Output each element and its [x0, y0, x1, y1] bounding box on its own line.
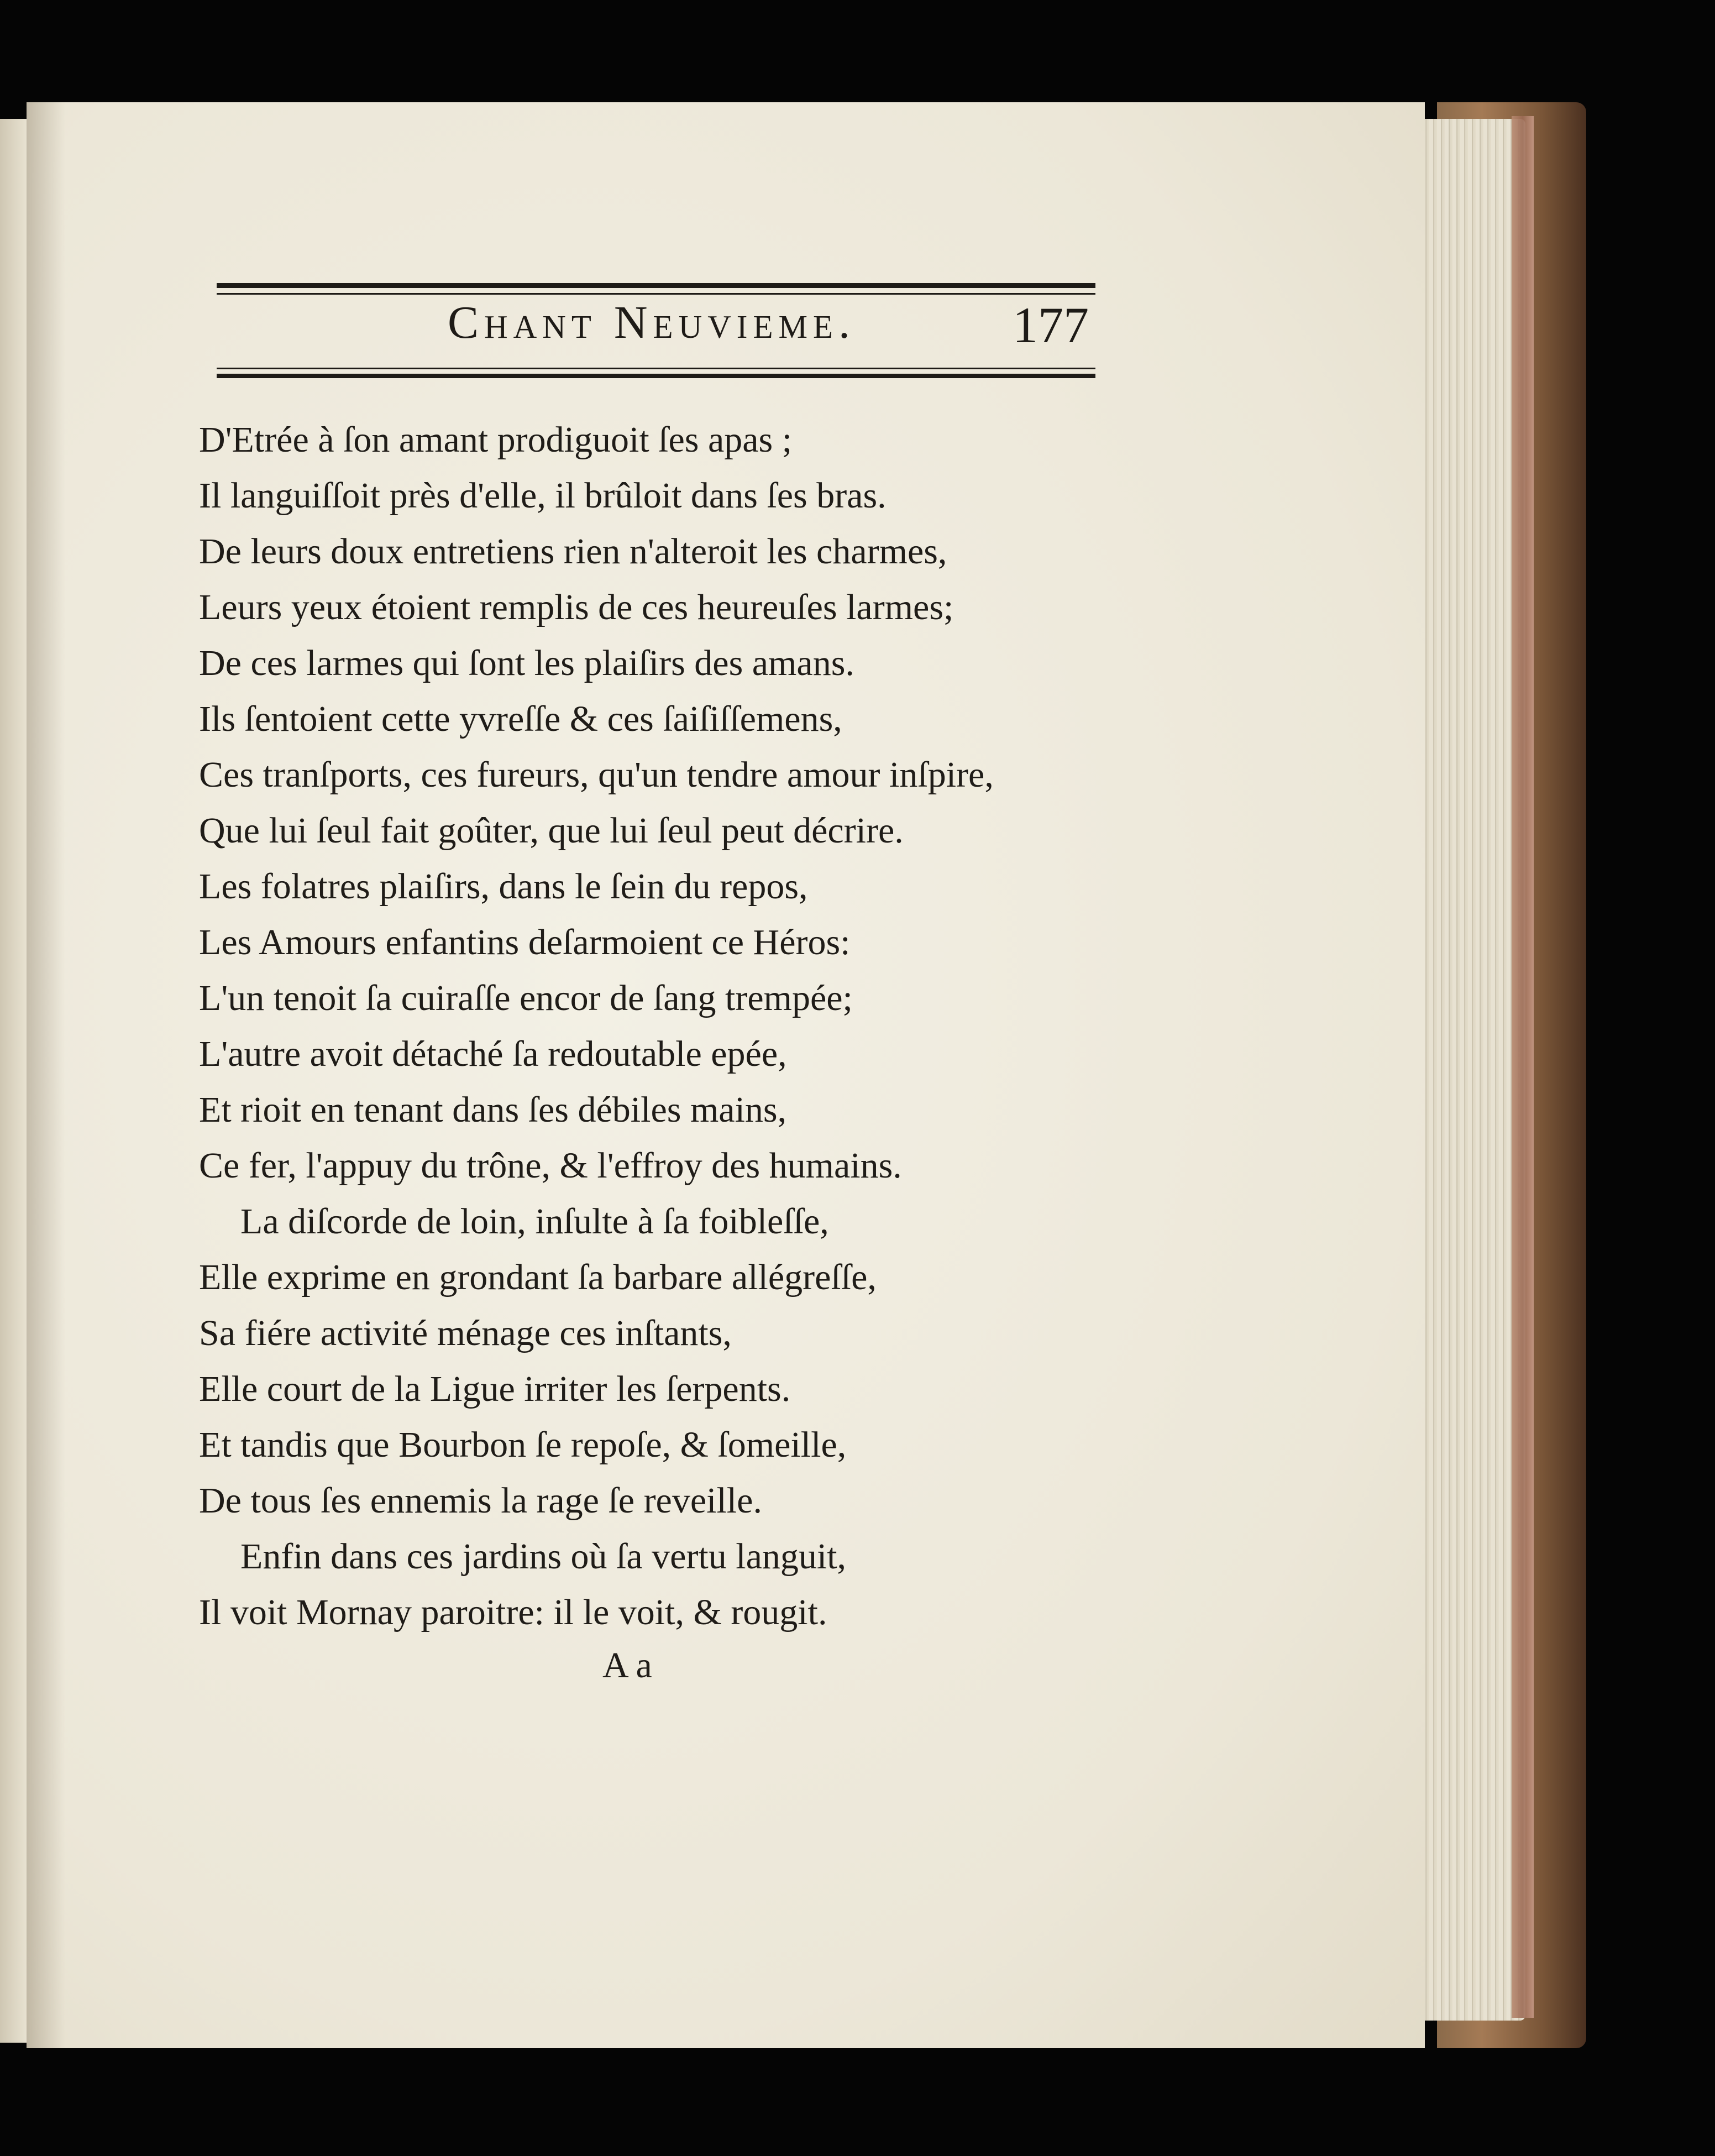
verse-line: Sa fiére activité ménage ces inſtants,	[199, 1313, 732, 1353]
page-number: 177	[1013, 297, 1089, 353]
verse-line: Ils ſentoient cette yvreſſe & ces ſaiſiſſemens,	[199, 699, 842, 739]
verse-line: Elle exprime en grondant ſa barbare allégreſſe,	[199, 1257, 877, 1297]
verse-line: Il voit Mornay paroitre: il le voit, & rougit.	[199, 1592, 827, 1632]
verse-line: De tous ſes ennemis la rage ſe reveille.	[199, 1480, 762, 1521]
verse-line: D'Etrée à ſon amant prodiguoit ſes apas ;	[199, 420, 793, 460]
verse-line: Enfin dans ces jardins où ſa vertu languit,	[240, 1536, 847, 1577]
verse-line: Et rioit en tenant dans ſes débiles mains,	[199, 1090, 787, 1130]
verse-line: Il languiſſoit près d'elle, il brûloit dans ſes bras.	[199, 475, 887, 516]
cover-edge	[1512, 116, 1534, 2018]
verse-line: Ce fer, l'appuy du trône, & l'effroy des humains.	[199, 1145, 902, 1186]
signature-mark: A a	[602, 1645, 652, 1686]
bottom-rule-thick	[217, 374, 1095, 378]
verse-text	[199, 412, 1139, 1640]
verse-line: Ces tranſports, ces fureurs, qu'un tendre amour inſpire,	[199, 755, 994, 795]
verse-line: De leurs doux entretiens rien n'alteroit les charmes,	[199, 531, 947, 572]
top-rule-thin	[217, 293, 1095, 295]
gutter-shadow	[27, 102, 65, 2048]
verse-line: La diſcorde de loin, inſulte à ſa foibleſſe,	[240, 1201, 829, 1242]
running-title: Chant Neuvieme.	[448, 297, 856, 348]
verse-line: Leurs yeux étoient remplis de ces heureuſes larmes;	[199, 587, 954, 627]
verse-line: L'autre avoit détaché ſa redoutable epée,	[199, 1034, 787, 1074]
verse-line: Et tandis que Bourbon ſe repoſe, & ſomeille,	[199, 1425, 847, 1465]
verse-line: L'un tenoit ſa cuiraſſe encor de ſang trempée;	[199, 978, 853, 1018]
previous-page-sliver	[0, 119, 27, 2043]
top-rule-thick	[217, 283, 1095, 288]
verse-line: Que lui ſeul fait goûter, que lui ſeul peut décrire.	[199, 810, 904, 851]
verse-line: Elle court de la Ligue irriter les ſerpents.	[199, 1369, 791, 1409]
running-header	[216, 296, 1094, 357]
verse-line: Les folatres plaiſirs, dans le ſein du repos,	[199, 866, 808, 907]
verse-line: De ces larmes qui ſont les plaiſirs des amans.	[199, 643, 854, 683]
bottom-rule-thin	[217, 368, 1095, 369]
verse-line: Les Amours enfantins deſarmoient ce Héros:	[199, 922, 851, 962]
